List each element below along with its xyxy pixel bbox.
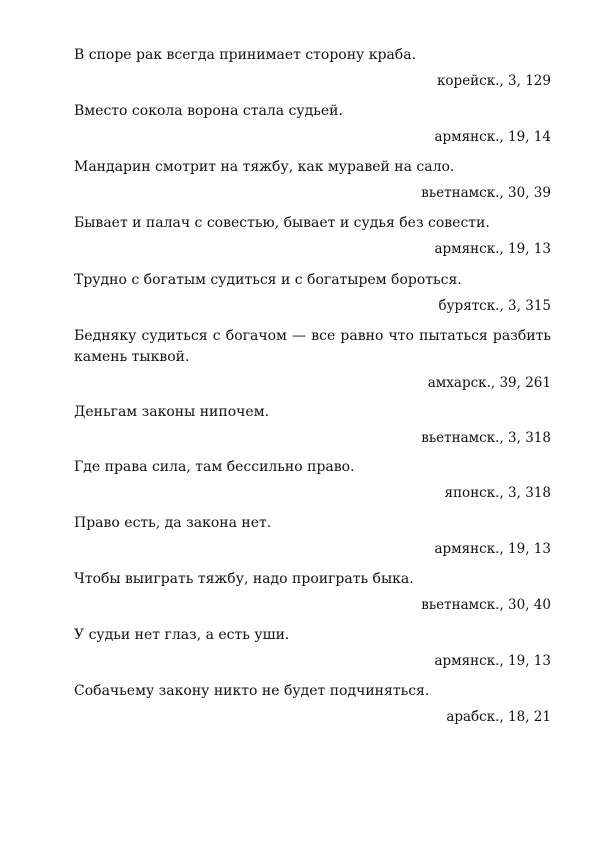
proverb-entry	[74, 213, 551, 259]
proverb-entry	[74, 45, 551, 91]
proverb-text: Трудно с богатым судиться и с богатырем бороться.	[74, 272, 462, 288]
proverb-text: Деньгам законы нипочем.	[74, 404, 270, 420]
proverb-entry	[74, 326, 551, 393]
proverb-entry	[74, 270, 551, 316]
proverb-source: корейск., 3, 129	[436, 73, 551, 89]
proverb-source: вьетнамск., 30, 39	[421, 185, 551, 201]
proverb-source: амхарск., 39, 261	[427, 375, 551, 391]
proverb-source: армянск., 19, 13	[434, 241, 551, 257]
proverb-text: Чтобы выиграть тяжбу, надо проиграть быка.	[74, 571, 414, 587]
proverb-text: Вместо сокола ворона стала судьей.	[74, 103, 343, 119]
proverb-source: вьетнамск., 30, 40	[421, 597, 551, 613]
proverb-source: японск., 3, 318	[444, 485, 551, 501]
proverb-source: вьетнамск., 3, 318	[421, 430, 551, 446]
proverb-text: В споре рак всегда принимает сторону краба.	[74, 47, 417, 63]
proverb-text: Бывает и палач с совестью, бывает и судья без совести.	[74, 215, 490, 231]
proverb-entry	[74, 513, 551, 559]
proverb-entry	[74, 101, 551, 147]
proverb-source: армянск., 19, 14	[434, 129, 551, 145]
proverb-entry	[74, 157, 551, 203]
proverb-text: Мандарин смотрит на тяжбу, как муравей на сало.	[74, 159, 455, 175]
proverb-text: Собачьему закону никто не будет подчиняться.	[74, 683, 430, 699]
proverb-entry	[74, 681, 551, 727]
proverb-source: арабск., 18, 21	[446, 709, 551, 725]
proverb-entry	[74, 625, 551, 671]
proverb-entry	[74, 457, 551, 503]
proverb-source: бурятск., 3, 315	[438, 298, 551, 314]
proverb-text: Где права сила, там бессильно право.	[74, 459, 355, 475]
proverb-entry	[74, 569, 551, 615]
proverb-entry	[74, 402, 551, 448]
proverb-source: армянск., 19, 13	[434, 541, 551, 557]
proverb-text: Бедняку судиться с богачом — все равно что пытаться разбить камень тыквой.	[74, 328, 551, 365]
proverb-text: Право есть, да закона нет.	[74, 515, 272, 531]
proverb-text: У судьи нет глаз, а есть уши.	[74, 627, 290, 643]
proverb-source: армянск., 19, 13	[434, 653, 551, 669]
